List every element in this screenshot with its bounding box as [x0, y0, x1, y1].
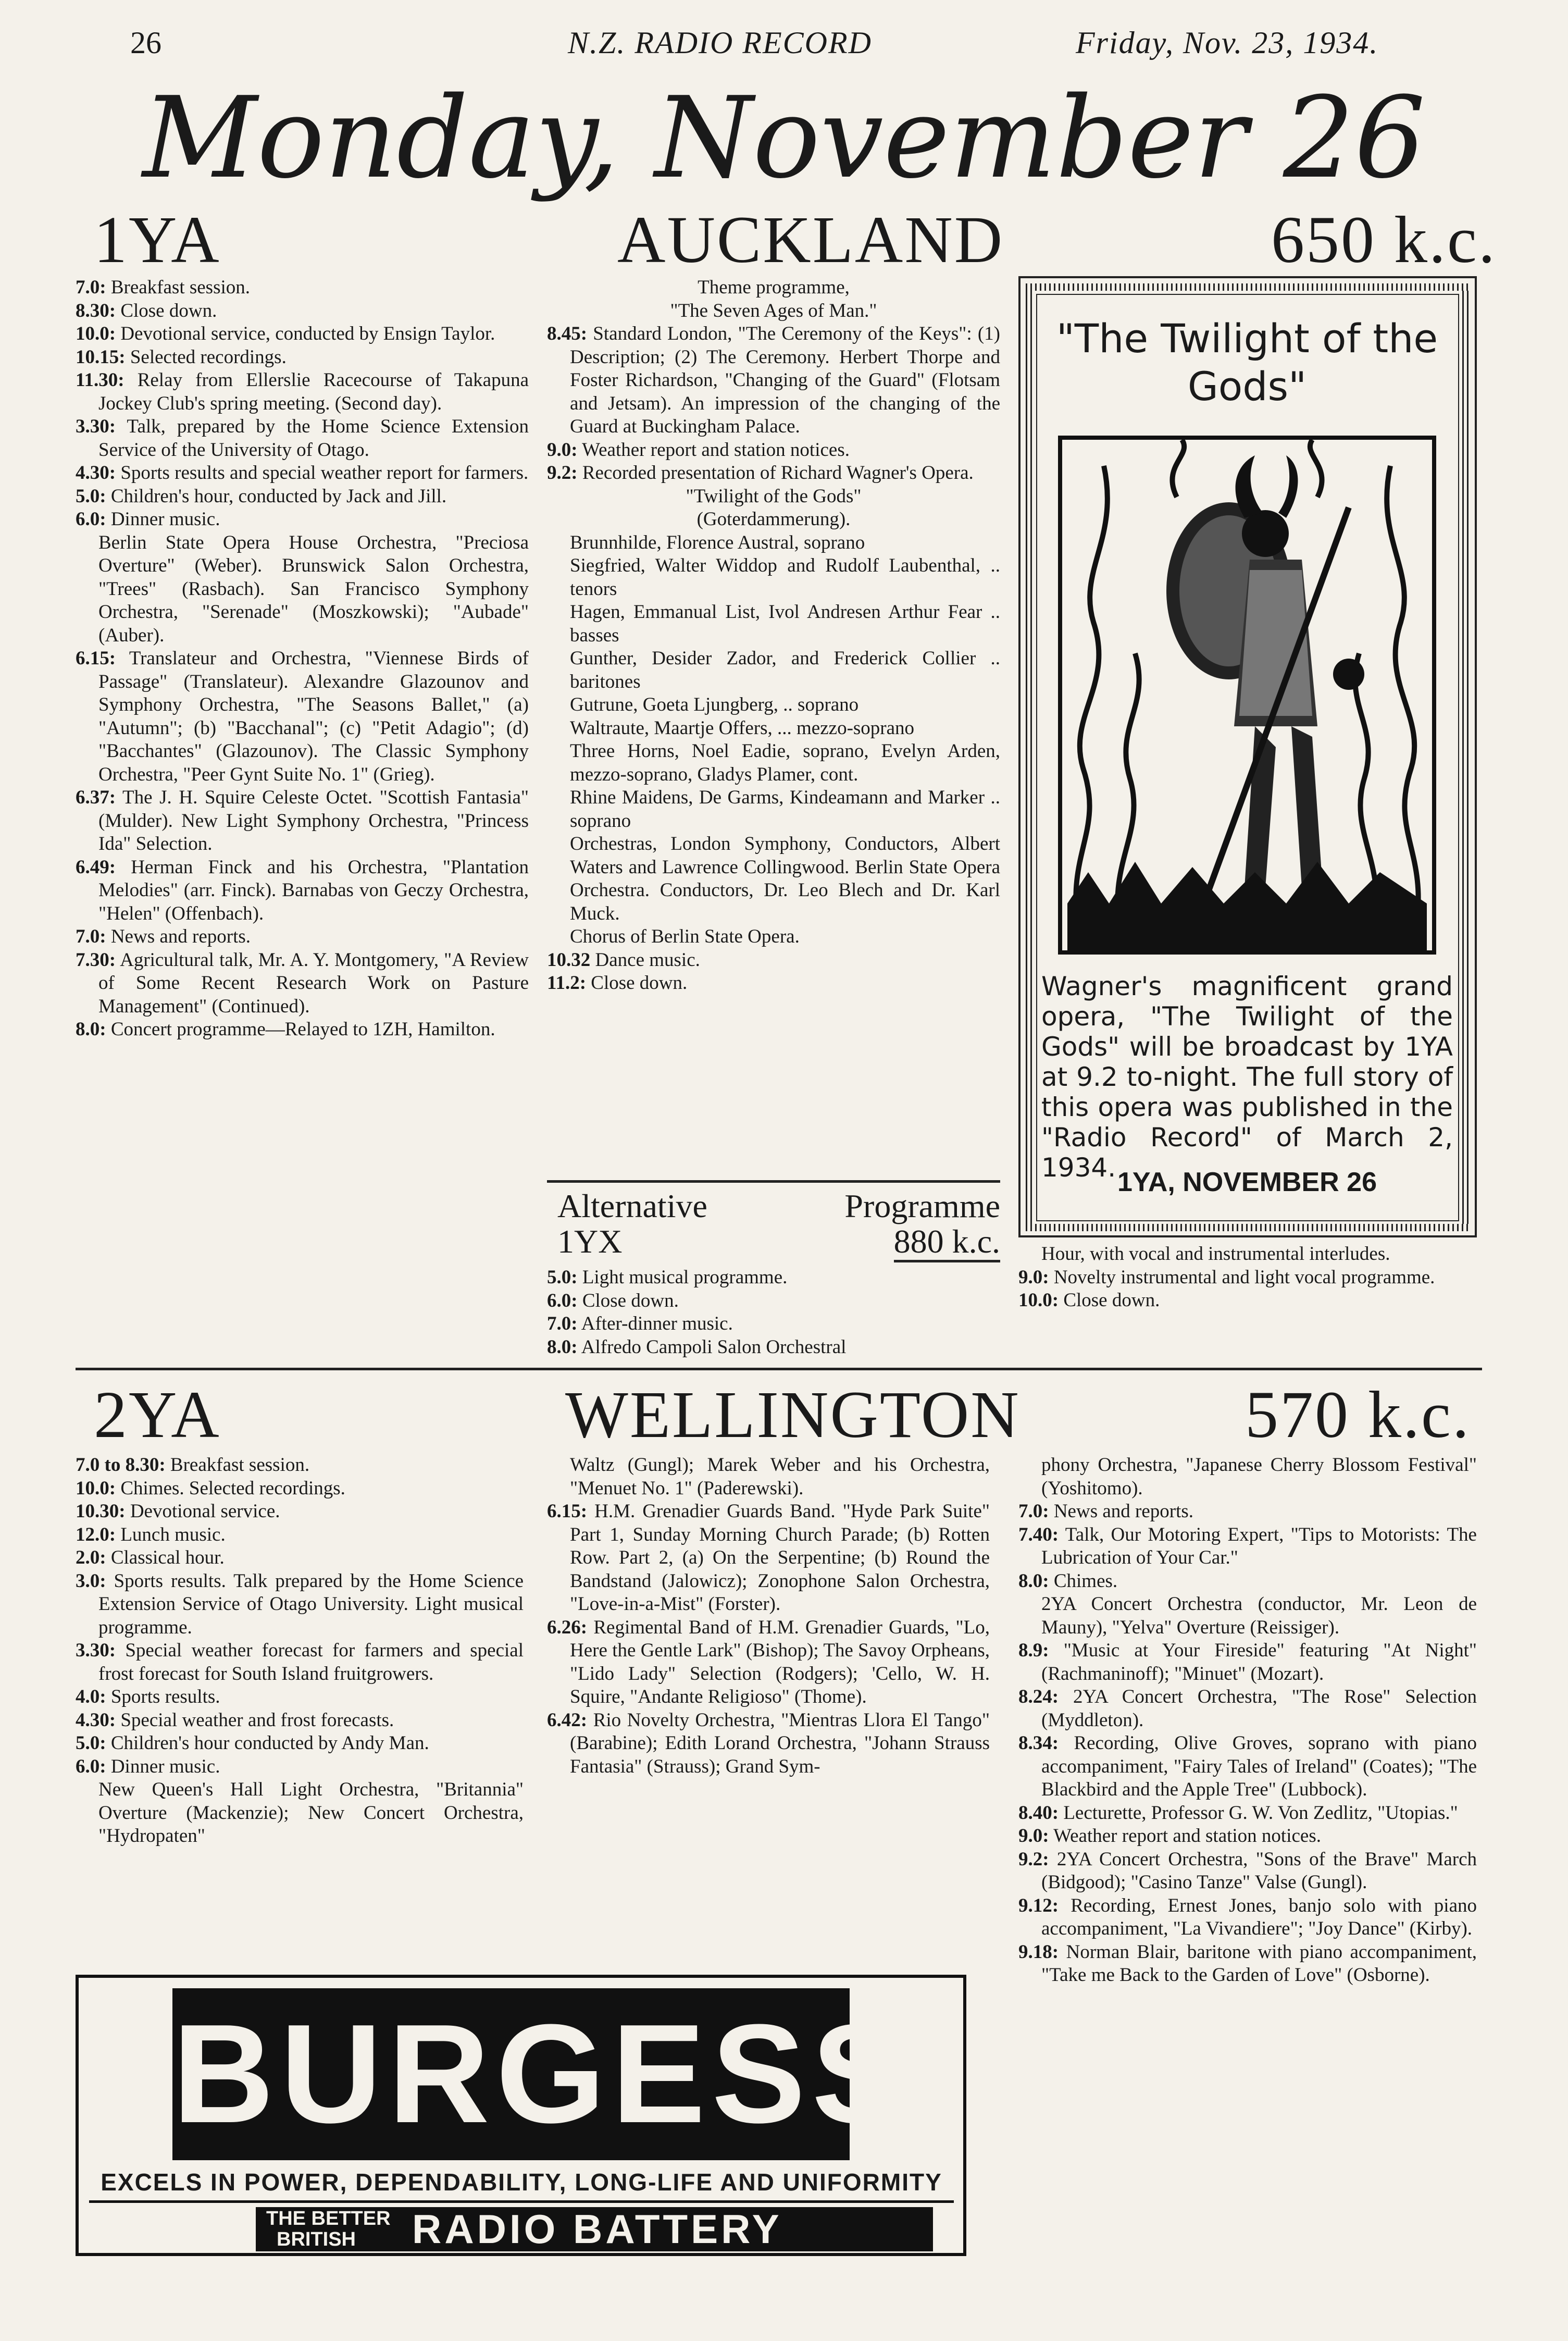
programme-entry — [1018, 1825, 1477, 1848]
station-city-wellington: WELLINGTON — [565, 1378, 1021, 1452]
programme-time: 8.40: — [1018, 1802, 1059, 1824]
programme-time: 9.2: — [547, 462, 578, 484]
programme-text: Talk, Our Motoring Expert, "Tips to Motorists: The Lubrication of Your Car." — [1041, 1523, 1477, 1568]
programme-text: Gutrune, Goeta Ljungberg, .. soprano — [570, 694, 859, 715]
programme-time: 8.0: — [76, 1019, 106, 1040]
programme-entry — [76, 786, 529, 856]
promo-footer: 1YA, NOVEMBER 26 — [1117, 1167, 1377, 1197]
programme-text: Close down. — [1063, 1290, 1160, 1311]
programme-time: 8.9: — [1018, 1640, 1049, 1661]
page-number: 26 — [130, 26, 161, 60]
programme-text: Children's hour conducted by Andy Man. — [110, 1732, 429, 1754]
programme-entry — [76, 1454, 524, 1477]
programme-time: 7.0: — [547, 1313, 578, 1334]
programme-entry — [547, 717, 1000, 740]
burgess-tagline: EXCELS IN POWER, DEPENDABILITY, LONG-LIFE AND UNIFORMITY — [89, 2168, 954, 2203]
programme-text: Sports results. — [110, 1686, 220, 1707]
programme-text: Recording, Ernest Jones, banjo solo with piano accompaniment, "La Vivandiere"; "Joy Dance" (Kirby). — [1041, 1894, 1477, 1939]
programme-text: 2YA Concert Orchestra (conductor, Mr. Leon de Mauny), "Yelva" Overture (Reissiger). — [1041, 1593, 1477, 1638]
programme-text: Three Horns, Noel Eadie, soprano, Evelyn Arden, mezzo-soprano, Gladys Plamer, cont. — [570, 740, 1000, 785]
programme-time: 3.0: — [76, 1570, 106, 1592]
programme-text: Chimes. — [1053, 1570, 1118, 1592]
slogan-british: BRITISH — [277, 2228, 356, 2250]
programme-text: phony Orchestra, "Japanese Cherry Blossom Festival" (Yoshitomo). — [1041, 1454, 1477, 1499]
programme-text: Herman Finck and his Orchestra, "Plantation Melodies" (arr. Finck). Barnabas von Geczy Orchestra, "Helen" (Offenbach). — [98, 856, 529, 924]
programme-time: 9.12: — [1018, 1894, 1059, 1916]
programme-time: 2.0: — [76, 1547, 106, 1568]
programme-text: Hagen, Emmanual List, Ivol Andresen Arthur Fear .. basses — [570, 601, 1000, 646]
programme-entry — [547, 462, 1000, 485]
programme-text: Breakfast session. — [170, 1454, 310, 1476]
programme-time: 5.0: — [76, 1732, 106, 1754]
programme-entry — [76, 1570, 524, 1640]
programme-text: Devotional service, conducted by Ensign Taylor. — [120, 323, 495, 344]
programme-text: News and reports. — [1053, 1501, 1194, 1522]
programme-time: 7.30: — [76, 949, 116, 971]
programme-text: Norman Blair, baritone with piano accompaniment, "Take me Back to the Garden of Love" (Osborne). — [1041, 1941, 1477, 1986]
programme-entry — [547, 276, 1000, 300]
station-call-1ya: 1YA — [94, 203, 221, 277]
programme-time: 4.30: — [76, 1709, 116, 1731]
programme-time: 5.0: — [76, 485, 106, 507]
programme-time: 8.34: — [1018, 1732, 1059, 1754]
programme-text: "The Seven Ages of Man." — [670, 300, 877, 321]
programme-entry — [76, 508, 529, 531]
section-divider — [76, 1368, 1482, 1370]
programme-time: 7.0: — [76, 926, 106, 947]
programme-time: 10.32 — [547, 949, 591, 971]
programme-time: 6.0: — [547, 1290, 578, 1311]
programme-text: Standard London, "The Ceremony of the Keys": (1) Description; (2) The Ceremony. Herbert Thorpe and Foster Richardson, "Changing of the Guard" (Flotsam and Jetsam). An impression of the changing of the Guard at Buckingham Palace. — [570, 323, 1001, 437]
programme-text: Orchestras, London Symphony, Conductors, Albert Waters and Lawrence Collingwood. Berlin State Opera Orchestra. Conductors, Dr. Leo Blech and Dr. Karl Muck. — [570, 833, 1000, 924]
programme-entry — [76, 1523, 524, 1547]
programme-text: Waltraute, Maartje Offers, ... mezzo-soprano — [570, 717, 915, 739]
programme-text: H.M. Grenadier Guards Band. "Hyde Park Suite" Part 1, Sunday Morning Church Parade; (b) Rotten Row. Part 2, (a) On the Serpentine; (b) Round the Bandstand (Jalowicz); Zonophone Salon Orchestra, "Love-in-a-Mist" (Forster). — [570, 1501, 990, 1615]
programme-time: 6.0: — [76, 1755, 106, 1777]
programme-time: 10.0: — [76, 323, 116, 344]
programme-entry — [1018, 1593, 1477, 1639]
programme-time: 6.49: — [76, 856, 116, 878]
programme-entry — [547, 693, 1000, 717]
programme-column-2ya-middle — [547, 1454, 990, 1778]
programme-text: Waltz (Gungl); Marek Weber and his Orchestra, "Menuet No. 1" (Paderewski). — [570, 1454, 990, 1499]
programme-entry — [547, 1312, 1000, 1336]
twilight-promo-box — [1018, 276, 1477, 1237]
programme-entry — [76, 300, 529, 323]
programme-entry — [547, 601, 1000, 647]
programme-text: Special weather forecast for farmers and special frost forecast for South Island fruitgrowers. — [98, 1640, 524, 1684]
programme-entry — [76, 1018, 529, 1042]
slogan-better: THE BETTER — [266, 2208, 391, 2229]
programme-text: Relay from Ellerslie Racecourse of Takapuna Jockey Club's spring meeting. (Second day). — [98, 369, 529, 414]
programme-text: Selected recordings. — [130, 346, 287, 368]
programme-column-1ya-left — [76, 276, 529, 1042]
programme-text: Recording, Olive Groves, soprano with piano accompaniment, "Fairy Tales of Ireland" (Coates); "The Blackbird and the Apple Tree" (Lubbock). — [1041, 1732, 1477, 1800]
programme-text: 2YA Concert Orchestra, "The Rose" Selection (Myddleton). — [1041, 1686, 1477, 1731]
programme-entry — [76, 949, 529, 1019]
programme-text: Special weather and frost forecasts. — [120, 1709, 394, 1731]
programme-entry — [547, 1290, 1000, 1313]
programme-text: Sports results and special weather report for farmers. — [120, 462, 529, 484]
programme-entry — [1018, 1686, 1477, 1732]
programme-text: Theme programme, — [698, 277, 850, 298]
programme-text: Chimes. Selected recordings. — [120, 1477, 345, 1499]
publication-name: N.Z. RADIO RECORD — [568, 26, 872, 60]
programme-time: 10.15: — [76, 346, 126, 368]
programme-text: Light musical programme. — [582, 1267, 788, 1288]
programme-time: 6.37: — [76, 787, 116, 808]
programme-text: Close down. — [120, 300, 217, 321]
programme-text: Devotional service. — [130, 1501, 280, 1522]
programme-entry — [76, 1546, 524, 1570]
programme-text: Talk, prepared by the Home Science Extension Service of the University of Otago. — [98, 416, 529, 461]
programme-entry — [1018, 1894, 1477, 1941]
programme-entry — [76, 531, 529, 648]
programme-entry — [76, 856, 529, 926]
programme-entry — [547, 1616, 990, 1709]
programme-entry — [1018, 1454, 1477, 1500]
programme-text: Dinner music. — [110, 1755, 220, 1777]
programme-entry — [547, 554, 1000, 601]
programme-entry — [1018, 1639, 1477, 1686]
programme-entry — [547, 1454, 990, 1500]
programme-text: "Music at Your Fireside" featuring "At Night" (Rachmaninoff); "Minuet" (Mozart). — [1041, 1640, 1477, 1684]
day-title: Monday, November 26 — [142, 72, 1426, 203]
programme-column-1ya-middle — [547, 276, 1000, 995]
programme-text: New Queen's Hall Light Orchestra, "Britannia" Overture (Mackenzie); New Concert Orchestra, "Hydropaten" — [98, 1779, 524, 1847]
programme-time: 9.18: — [1018, 1941, 1059, 1963]
programme-column-2ya-left — [76, 1454, 524, 1848]
burgess-battery-advertisement — [76, 1975, 966, 2256]
programme-column-2ya-right — [1018, 1454, 1477, 1987]
programme-entry — [76, 1778, 524, 1848]
programme-text: Children's hour, conducted by Jack and Jill. — [110, 485, 447, 507]
programme-time: 7.40: — [1018, 1523, 1059, 1545]
programme-time: 4.0: — [76, 1686, 106, 1707]
programme-time: 6.42: — [547, 1709, 588, 1731]
programme-entry — [76, 647, 529, 786]
station-freq-650: 650 k.c. — [1271, 203, 1497, 277]
programme-entry — [547, 786, 1000, 833]
programme-time: 12.0: — [76, 1523, 116, 1545]
programme-entry — [1018, 1802, 1477, 1825]
programme-entry — [76, 485, 529, 509]
programme-entry — [547, 439, 1000, 462]
programme-text: (Goterdammerung). — [696, 509, 851, 530]
programme-text: Classical hour. — [110, 1547, 225, 1568]
programme-entry — [547, 647, 1000, 693]
programme-entry — [76, 1709, 524, 1732]
programme-entry — [76, 415, 529, 462]
programme-time: 3.30: — [76, 416, 116, 437]
programme-entry — [76, 1639, 524, 1686]
alternative-programme-header — [547, 1180, 1000, 1266]
programme-entry — [76, 1686, 524, 1709]
station-freq-570: 570 k.c. — [1245, 1378, 1471, 1452]
programme-entry — [547, 508, 1000, 531]
programme-time: 9.0: — [1018, 1825, 1049, 1847]
alternative-programme-continued — [1018, 1243, 1477, 1312]
programme-time: 9.0: — [1018, 1266, 1049, 1288]
promo-border-hatching — [1026, 291, 1033, 1224]
programme-entry — [547, 972, 1000, 995]
station-city-auckland: AUCKLAND — [617, 203, 1004, 277]
programme-text: Dance music. — [595, 949, 700, 971]
programme-entry — [76, 1477, 524, 1501]
programme-time: 7.0: — [1018, 1501, 1049, 1522]
programme-time: 8.0: — [1018, 1570, 1049, 1592]
programme-time: 9.0: — [547, 439, 578, 461]
programme-text: Dinner music. — [110, 509, 220, 530]
programme-entry — [1018, 1941, 1477, 1987]
programme-text: Concert programme—Relayed to 1ZH, Hamilton. — [110, 1019, 495, 1040]
programme-text: The J. H. Squire Celeste Octet. "Scottish Fantasia" (Mulder). New Light Symphony Orchestra, "Princess Ida" Selection. — [98, 787, 529, 854]
alternative-freq-880: 880 k.c. — [894, 1223, 1000, 1262]
programme-entry — [547, 833, 1000, 925]
programme-entry — [76, 1732, 524, 1755]
programme-time: 10.0: — [76, 1477, 116, 1499]
programme-text: Siegfried, Walter Widdop and Rudolf Laubenthal, .. tenors — [570, 555, 1000, 600]
programme-time: 11.2: — [547, 972, 587, 994]
alternative-label: Alternative — [557, 1187, 707, 1224]
issue-date: Friday, Nov. 23, 1934. — [1076, 26, 1379, 60]
programme-text: 2YA Concert Orchestra, "Sons of the Brave" March (Bidgood); "Casino Tanze" Valse (Gungl). — [1041, 1848, 1477, 1893]
programme-entry — [547, 1709, 990, 1779]
programme-entry — [1018, 1289, 1477, 1312]
programme-text: After-dinner music. — [581, 1313, 733, 1334]
programme-entry — [1018, 1848, 1477, 1894]
programme-time: 8.30: — [76, 300, 116, 321]
promo-border-hatching — [1026, 283, 1470, 291]
programme-text: Alfredo Campoli Salon Orchestral — [581, 1336, 847, 1358]
programme-text: Weather report and station notices. — [1053, 1825, 1321, 1847]
programme-text: Sports results. Talk prepared by the Home Science Extension Service of Otago University. Light musical programme. — [98, 1570, 524, 1638]
burgess-logo: BURGESS — [172, 1996, 912, 2152]
programme-entry — [1018, 1570, 1477, 1593]
programme-entry — [547, 485, 1000, 509]
programme-text: Close down. — [591, 972, 688, 994]
programme-text: Recorded presentation of Richard Wagner's Opera. — [582, 462, 974, 484]
programme-entry — [76, 276, 529, 300]
programme-entry — [547, 300, 1000, 323]
programme-entry — [547, 740, 1000, 786]
programme-entry — [1018, 1523, 1477, 1570]
burgess-brand-banner — [172, 1988, 912, 2160]
promo-title: "The Twilight of the Gods" — [1056, 315, 1438, 410]
programme-text: Lunch music. — [120, 1523, 226, 1545]
programme-time: 4.30: — [76, 462, 116, 484]
alternative-call-1yx: 1YX — [557, 1223, 623, 1260]
programme-text: Breakfast session. — [110, 277, 250, 298]
programme-entry — [547, 531, 1000, 555]
programme-entry — [547, 323, 1000, 439]
slogan-radio-battery: RADIO BATTERY — [412, 2206, 782, 2252]
programme-entry — [76, 925, 529, 949]
programme-text: Rio Novelty Orchestra, "Mientras Llora El Tango" (Barabine); Edith Lorand Orchestra, "Johann Strauss Fantasia" (Strauss); Grand Sym- — [570, 1709, 990, 1777]
programme-time: 3.30: — [76, 1640, 116, 1661]
station-call-2ya: 2YA — [94, 1378, 221, 1452]
programme-text: Translateur and Orchestra, "Viennese Birds of Passage" (Translateur). Alexandre Glazounov and Symphony Orchestra, "The Seasons Ballet," (a) "Autumn"; (b) "Bacchanal"; (c) "Petit Adagio"; (d) "Bacchantes" (Glazounov). The Classic Symphony Orchestra, "Peer Gynt Suite No. 1" (Grieg). — [98, 648, 529, 785]
programme-time: 10.30: — [76, 1501, 126, 1522]
programme-text: Close down. — [582, 1290, 679, 1311]
programme-text: Regimental Band of H.M. Grenadier Guards, "Lo, Here the Gentle Lark" (Bishop); The Savoy Orpheans, "Lido Lady" Selection (Rodgers); 'Cello, W. H. Squire, "Andante Religioso" (Thome). — [570, 1616, 990, 1707]
programme-time: 6.15: — [547, 1501, 588, 1522]
programme-text: Novelty instrumental and light vocal programme. — [1053, 1266, 1435, 1288]
programme-time: 7.0: — [76, 277, 106, 298]
programme-text: Gunther, Desider Zador, and Frederick Collier .. baritones — [570, 648, 1000, 692]
programme-entry — [547, 1336, 1000, 1359]
programme-text: Berlin State Opera House Orchestra, "Preciosa Overture" (Weber). Brunswick Salon Orchestra, "Trees" (Rasbach). San Francisco Symphony Orchestra, "Serenade" (Moszkowski); "Aubade" (Auber). — [98, 531, 529, 646]
promo-border-hatching — [1462, 291, 1470, 1224]
programme-text: Chorus of Berlin State Opera. — [570, 926, 800, 947]
programme-entry — [547, 1500, 990, 1616]
programme-time: 6.26: — [547, 1616, 588, 1638]
programme-entry — [1018, 1266, 1477, 1290]
battery-slogan-banner — [256, 2207, 933, 2251]
programme-entry — [76, 462, 529, 485]
programme-entry — [547, 925, 1000, 949]
programme-text: "Twilight of the Gods" — [686, 485, 862, 507]
programme-entry — [1018, 1500, 1477, 1523]
ground-flames — [1067, 903, 1427, 950]
programme-time: 10.0: — [1018, 1290, 1059, 1311]
programme-entry — [1018, 1243, 1477, 1266]
programme-entry — [76, 346, 529, 369]
programme-time: 6.15: — [76, 648, 116, 669]
programme-time: 5.0: — [547, 1267, 578, 1288]
programme-entry — [1018, 1732, 1477, 1802]
promo-description: Wagner's magnificent grand opera, "The Twilight of the Gods" will be broadcast by 1YA at 9.2 to-night. The full story of this opera was published in the "Radio Record" of March 2, 1934. — [1041, 971, 1453, 1183]
promo-border-hatching — [1026, 1224, 1470, 1231]
programme-text: Rhine Maidens, De Garms, Kindeamann and Marker .. soprano — [570, 787, 1000, 832]
programme-label: Programme — [844, 1187, 1000, 1224]
programme-text: Brunnhilde, Florence Austral, soprano — [570, 531, 865, 553]
alternative-programme-list — [547, 1266, 1000, 1359]
programme-time: 8.45: — [547, 323, 588, 344]
programme-text: Weather report and station notices. — [582, 439, 850, 461]
programme-text: Hour, with vocal and instrumental interludes. — [1041, 1243, 1390, 1265]
wagner-warrior-illustration — [1057, 435, 1437, 956]
programme-text: Agricultural talk, Mr. A. Y. Montgomery, "A Review of Some Recent Research Work on Pasture Management" (Continued). — [98, 949, 529, 1017]
programme-entry — [76, 323, 529, 346]
programme-text: News and reports. — [110, 926, 251, 947]
programme-entry — [76, 369, 529, 415]
programme-time: 7.0 to 8.30: — [76, 1454, 166, 1476]
programme-time: 6.0: — [76, 509, 106, 530]
programme-time: 8.24: — [1018, 1686, 1059, 1707]
programme-time: 11.30: — [76, 369, 125, 391]
programme-entry — [547, 1266, 1000, 1290]
programme-entry — [76, 1500, 524, 1523]
programme-entry — [547, 949, 1000, 972]
programme-time: 9.2: — [1018, 1848, 1049, 1870]
programme-text: Lecturette, Professor G. W. Von Zedlitz, "Utopias." — [1063, 1802, 1458, 1824]
programme-entry — [76, 1755, 524, 1779]
programme-time: 8.0: — [547, 1336, 578, 1358]
